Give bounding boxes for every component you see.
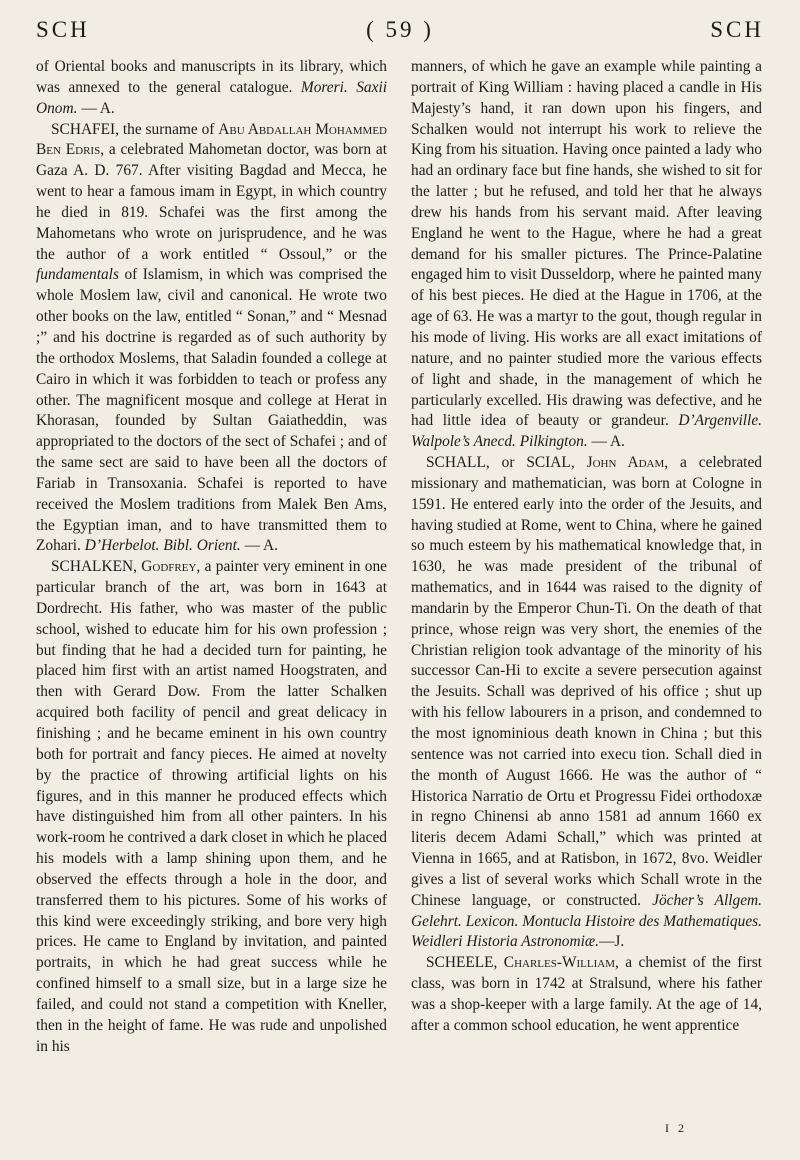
entry-schalken: SCHALKEN, Godfrey, a painter very eminent in one particular branch of the art, was born in 1643 at Dordrecht. His father, who was master of the public school, wished to educate him for his own profession ; but finding that he had a decided turn for painting, he placed him first with an artist named Hoogstraten, and then with Gerard Dow. From the latter Schalken acquired both facility of pencil and great delicacy in finishing ; and he became eminent in his own country both for portrait and fancy pieces. He aimed at novelty by the practice of throwing artificial lights on his figures, and in this manner he produced effects which have distinguished him from all other painters. In his work-room he contrived a dark closet in which he placed his models with a lamp shining upon them, and he observed the effects through a hole in the door, and transferred them to his pictures. Some of his works of this kind were exceedingly striking, and bore very high prices. He came to England by invitation, and painted portraits, in which he had great success while he confined himself to a small size, but in a large size he failed, and could not stand a competition with Kneller, then in the height of fame. He was rude and unpolished in his xyxy=(36,558,387,1055)
entry-fullname: Godfrey, xyxy=(136,558,201,576)
entry-schall: SCHALL, or SCIAL, John Adam, a celebrated missionary and mathematician, was born at Cologne in 1591. He entered early into the order of the Jesuits, and having studied at Rome, went to China, where he gained so much esteem by his mathematical knowledge that, in 1630, he was made president of the tribunal of mathematics, and in 1644 was raised to the dignity of mandarin by the Emperor Chun-Ti. On the death of that prince, whose reign was very short, the enemies of the Christian religion took advantage of the minority of his successor Can-Hi to excite a severe persecution against the Jesuits. Schall was deprived of his office ; shut up with his fellow labourers in a prison, and condemned to the most ignominious death known in China ; but this sentence was not carried into execu tion. Schall died in the month of August 1666. He was the author of “ Historica Narratio de Ortu et Progressu Fidei orthodoxæ in regno Chinensi ab anno 1581 ad annum 1660 ex literis decem Adami Schall,” which was printed at Vienna in 1665, and at Ratisbon, in 1672, 8vo. Weidler gives a list of several works which Schall wrote in the Chinese language, or constructed. Jöcher’s Allgem. Gelehrt. Lexicon. Montucla Histoire des Mathematiques. Weidleri Historia Astronomiæ.—J. xyxy=(411,454,762,951)
citation: Moreri. Saxii Onom. xyxy=(36,78,387,117)
signature-mark: I 2 xyxy=(665,1121,687,1135)
entry-schafei: SCHAFEI, the surname of Abu Abdallah Mohammed Ben Edris, a celebrated Mahometan doctor, was born at Gaza A. D. 767. After visiting Bagdad and Mecca, he went to hear a famous imam in Egypt, in which country he died in 819. Schafei was the first among the Mahometans who wrote on jurisprudence, and he was the author of a work entitled “ Ossoul,” or the fundamentals of Islamism, in which was comprised the whole Moslem law, civil and canonical. He wrote two other books on the law, entitled “ Sonan,” and “ Mesnad ;” and his doctrine is regarded as of such authority by the orthodox Moslems, that Saladin founded a college at Cairo in which it was forbidden to teach or profess any other. The magnificent mosque and college at Herat in Khorasan, founded by Sultan Gaiatheddin, was appropriated to the doctors of the sect of Schafei ; and of the same sect are said to have been all the doctors of Fariab in Transoxania. Schafei is reported to have received the Moslem traditions from Malek Ben Ams, the Egyptian iman, and to have transmitted them to Zohari. D’Herbelot. Bibl. Orient. — A. xyxy=(36,120,387,555)
entry-headword: SCHALL, xyxy=(426,454,490,472)
running-header xyxy=(36,17,764,51)
citation: Jöcher’s Allgem. Gelehrt. Lexicon. Montucla Histoire des Mathematiques. Weidleri Historia Astronomiæ. xyxy=(411,891,762,951)
entry-fullname: John Adam, xyxy=(574,454,669,472)
entry-continuation: of Oriental books and manuscripts in its library, which was annexed to the general catalogue. Moreri. Saxii Onom. — A. xyxy=(36,58,387,117)
citation: D’Herbelot. Bibl. Orient. xyxy=(84,537,241,555)
header-right: SCH xyxy=(710,17,764,42)
right-column xyxy=(411,57,762,1037)
entry-headword: SCHEELE, xyxy=(426,954,498,972)
entry-fullname: Charles-William, xyxy=(497,954,619,972)
entry-headword: SCHAFEI, xyxy=(51,120,119,138)
citation: D’Argenville. Walpole’s Anecd. Pilkington. xyxy=(411,412,762,451)
left-column xyxy=(36,57,387,1058)
header-left: SCH xyxy=(36,17,90,42)
entry-continuation: manners, of which he gave an example while painting a portrait of King William : having placed a candle in His Majesty’s hand, it ran down upon his fingers, and Schalken would not interrupt his work to relieve the King from his situation. Having once painted a lady who had an ordinary face but fine hands, she wished to sit for the latter ; but he refused, and told her that he always drew his hands from his servant maid. After leaving England he went to the Hague, where he had a great demand for his smaller pictures. The Prince-Palatine engaged him to visit Dusseldorp, where he painted many of his best pieces. He died at the Hague in 1706, at the age of 63. He was a martyr to the gout, though regular in his mode of living. His works are all exact imitations of nature, and no painter studied more the various effects of light and shade, in the management of which he particularly excelled. His drawing was defective, and he had little idea of beauty or grandeur. D’Argenville. Walpole’s Anecd. Pilkington. — A. xyxy=(411,58,762,451)
page-number: ( 59 ) xyxy=(366,17,434,42)
entry-scheele: SCHEELE, Charles-William, a chemist of the first class, was born in 1742 at Stralsund, where his father was a shop-keeper with a large family. At the age of 14, after a common school education, he went apprentice xyxy=(411,954,763,1034)
entry-fullname: Abu Abdallah Mohammed Ben Edris, xyxy=(36,120,387,159)
entry-headword: SCHALKEN, xyxy=(51,558,137,576)
